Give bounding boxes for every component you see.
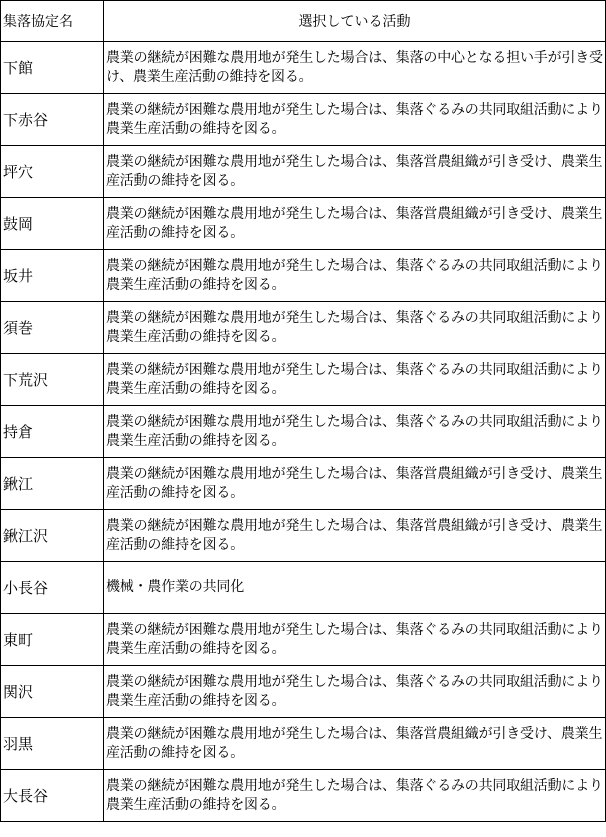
activity-cell: 機械・農作業の共同化: [104, 562, 606, 614]
table-row: [1, 94, 606, 146]
agreement-name-cell: 関沢: [1, 666, 104, 718]
table-row: [1, 510, 606, 562]
activity-cell: 農業の継続が困難な農用地が発生した場合は、集落ぐるみの共同取組活動により農業生産活動の維持を図る。: [104, 302, 606, 354]
activity-cell: 農業の継続が困難な農用地が発生した場合は、集落営農組織が引き受け、農業生産活動の維持を図る。: [104, 146, 606, 198]
activity-cell: 農業の継続が困難な農用地が発生した場合は、集落ぐるみの共同取組活動により農業生産活動の維持を図る。: [104, 666, 606, 718]
table-row: [1, 354, 606, 406]
table-row: [1, 718, 606, 770]
table-row: [1, 406, 606, 458]
activity-cell: 農業の継続が困難な農用地が発生した場合は、集落営農組織が引き受け、農業生産活動の維持を図る。: [104, 510, 606, 562]
agreement-name-cell: 鼓岡: [1, 198, 104, 250]
table-row: [1, 42, 606, 94]
table-row: [1, 770, 606, 822]
agreement-name-cell: 鍬江: [1, 458, 104, 510]
activity-cell: 農業の継続が困難な農用地が発生した場合は、集落営農組織が引き受け、農業生産活動の維持を図る。: [104, 458, 606, 510]
agreement-name-cell: 大長谷: [1, 770, 104, 822]
agreement-name-cell: 坂井: [1, 250, 104, 302]
agreement-name-cell: 須巻: [1, 302, 104, 354]
activity-cell: 農業の継続が困難な農用地が発生した場合は、集落ぐるみの共同取組活動により農業生産活動の維持を図る。: [104, 94, 606, 146]
header-selected-activity: 選択している活動: [104, 1, 606, 42]
activity-cell: 農業の継続が困難な農用地が発生した場合は、集落営農組織が引き受け、農業生産活動の維持を図る。: [104, 718, 606, 770]
agreement-name-cell: 東町: [1, 614, 104, 666]
activity-cell: 農業の継続が困難な農用地が発生した場合は、集落ぐるみの共同取組活動により農業生産活動の維持を図る。: [104, 250, 606, 302]
header-row: [1, 1, 606, 42]
activity-cell: 農業の継続が困難な農用地が発生した場合は、集落ぐるみの共同取組活動により農業生産活動の維持を図る。: [104, 354, 606, 406]
agreement-name-cell: 鍬江沢: [1, 510, 104, 562]
table-row: [1, 614, 606, 666]
agreement-name-cell: 持倉: [1, 406, 104, 458]
agreement-name-cell: 下館: [1, 42, 104, 94]
table-row: [1, 562, 606, 614]
table-row: [1, 198, 606, 250]
table-row: [1, 146, 606, 198]
agreement-name-cell: 小長谷: [1, 562, 104, 614]
table-row: [1, 458, 606, 510]
table-row: [1, 302, 606, 354]
table-body: [1, 42, 606, 822]
activity-cell: 農業の継続が困難な農用地が発生した場合は、集落営農組織が引き受け、農業生産活動の維持を図る。: [104, 198, 606, 250]
table-row: [1, 666, 606, 718]
agreement-name-cell: 下荒沢: [1, 354, 104, 406]
agreement-name-cell: 羽黒: [1, 718, 104, 770]
agreement-name-cell: 坪穴: [1, 146, 104, 198]
agreement-name-cell: 下赤谷: [1, 94, 104, 146]
activity-cell: 農業の継続が困難な農用地が発生した場合は、集落ぐるみの共同取組活動により農業生産活動の維持を図る。: [104, 406, 606, 458]
activity-cell: 農業の継続が困難な農用地が発生した場合は、集落ぐるみの共同取組活動により農業生産活動の維持を図る。: [104, 614, 606, 666]
header-agreement-name: 集落協定名: [1, 1, 104, 42]
table-row: [1, 250, 606, 302]
activity-cell: 農業の継続が困難な農用地が発生した場合は、集落ぐるみの共同取組活動により農業生産活動の維持を図る。: [104, 770, 606, 822]
activity-cell: 農業の継続が困難な農用地が発生した場合は、集落の中心となる担い手が引き受け、農業生産活動の維持を図る。: [104, 42, 606, 94]
table-header: [1, 1, 606, 42]
